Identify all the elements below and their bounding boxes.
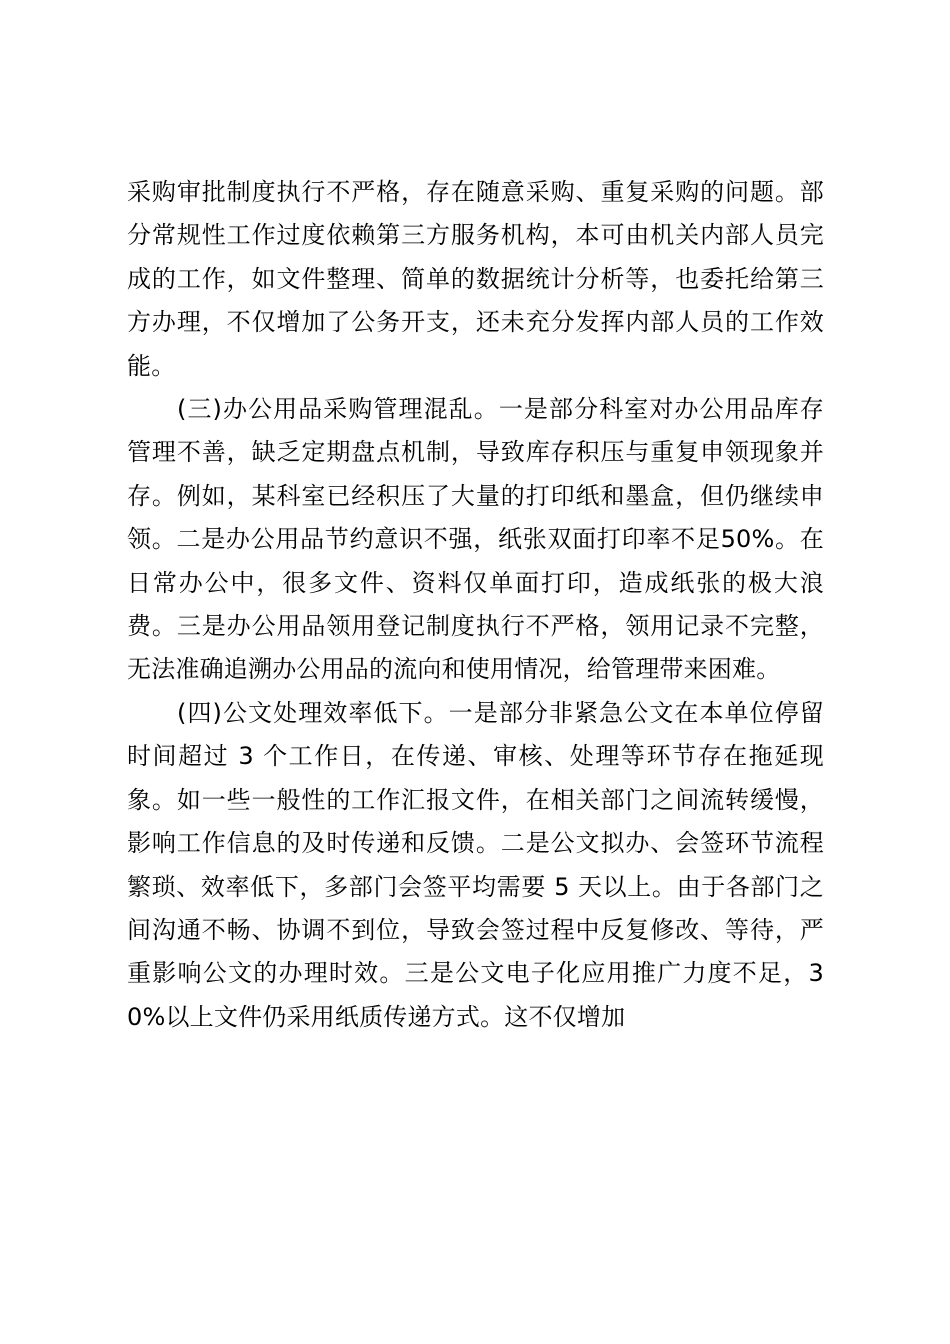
document-body xyxy=(127,171,824,1039)
paragraph-procurement-continuation: 采购审批制度执行不严格，存在随意采购、重复采购的问题。部分常规性工作过度依赖第三方服务机构，本可由机关内部人员完成的工作，如文件整理、简单的数据统计分析等，也委托给第三方办理，不仅增加了公务开支，还未充分发挥内部人员的工作效能。 xyxy=(127,178,824,380)
paragraph-document-processing: (四)公文处理效率低下。一是部分非紧急公文在本单位停留时间超过 3 个工作日，在传递、审核、处理等环节存在拖延现象。如一些一般性的工作汇报文件，在相关部门之间流转缓慢，影响工作信息的及时传递和反馈。二是公文拟办、会签环节流程繁琐、效率低下，多部门会签平均需要 5 天以上。由于各部门之间沟通不畅、协调不到位，导致会签过程中反复修改、等待，严重影响公文的办理时效。三是公文电子化应用推广力度不足，30%以上文件仍采用纸质传递方式。这不仅增加 xyxy=(127,698,824,1031)
paragraph-office-supplies: (三)办公用品采购管理混乱。一是部分科室对办公用品库存管理不善，缺乏定期盘点机制，导致库存积压与重复申领现象并存。例如，某科室已经积压了大量的打印纸和墨盒，但仍继续申领。二是办公用品节约意识不强，纸张双面打印率不足50%。在日常办公中，很多文件、资料仅单面打印，造成纸张的极大浪费。三是办公用品领用登记制度执行不严格，领用记录不完整，无法准确追溯办公用品的流向和使用情况，给管理带来困难。 xyxy=(127,395,824,684)
